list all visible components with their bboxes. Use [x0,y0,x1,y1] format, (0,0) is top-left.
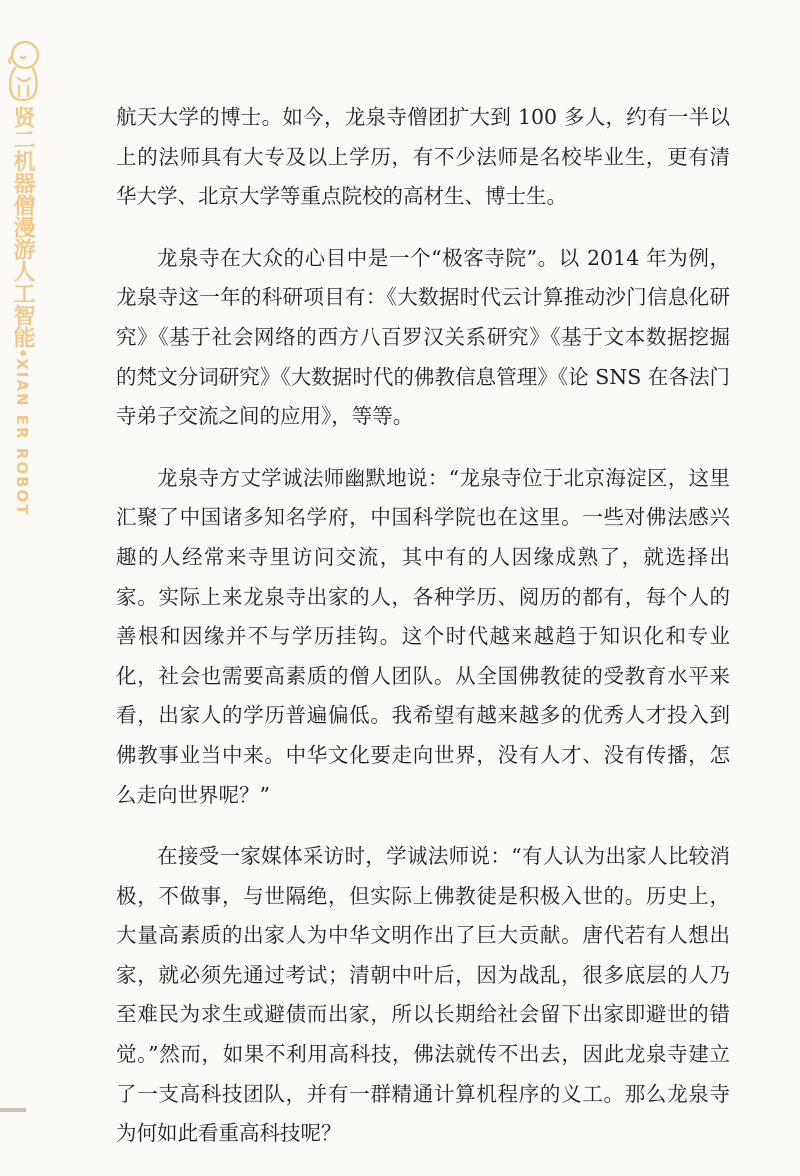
paragraph-4: 在接受一家媒体采访时，学诚法师说：“有人认为出家人比较消极，不做事，与世隔绝，但实际上佛教徒是积极入世的。历史上，大量高素质的出家人为中华文明作出了巨大贡献。唐代若有人想出家，就必须先通过考试；清朝中叶后，因为战乱，很多底层的人乃至难民为求生或避债而出家，所以长期给社会留下出家即避世的错觉。”然而，如果不利用高科技，佛法就传不出去，因此龙泉寺建立了一支高科技团队，并有一群精通计算机程序的义工。那么龙泉寺为何如此看重高科技呢？ [116,844,730,1146]
sidebar [0,0,46,1112]
paragraph-2: 龙泉寺在大众的心目中是一个“极客寺院”。以 2014 年为例，龙泉寺这一年的科研项目有：《大数据时代云计算推动沙门信息化研究》《基于社会网络的西方八百罗汉关系研究》《基于文本数据挖掘的梵文分词研究》《大数据时代的佛教信息管理》《论 SNS 在各法门寺弟子交流之间的应用》，等等。 [116,245,730,429]
paragraph-3: 龙泉寺方丈学诚法师幽默地说：“龙泉寺位于北京海淀区，这里汇聚了中国诸多知名学府，中国科学院也在这里。一些对佛法感兴趣的人经常来寺里访问交流，其中有的人因缘成熟了，就选择出家。实际上来龙泉寺出家的人，各种学历、阅历的都有，每个人的善根和因缘并不与学历挂钩。这个时代越来越趋于知识化和专业化，社会也需要高素质的僧人团队。从全国佛教徒的受教育水平来看，出家人的学历普遍偏低。我希望有越来越多的优秀人才投入到佛教事业当中来。中华文化要走向世界，没有人才、没有传播，怎么走向世界呢？” [116,465,730,807]
little-monk-icon [4,38,42,104]
series-title-cn: 贤二机器僧漫游人工智能 [10,106,35,348]
page-corner-mark [0,1108,26,1112]
paragraph-1: 航天大学的博士。如今，龙泉寺僧团扩大到 100 多人，约有一半以上的法师具有大专及以上学历，有不少法师是名校毕业生，更有清华大学、北京大学等重点院校的高材生、博士生。 [116,105,730,209]
page-body [116,98,730,1176]
series-title-separator: • [13,348,32,359]
series-title-en: XIAN ER ROBOT [13,358,31,517]
series-title [8,106,36,517]
